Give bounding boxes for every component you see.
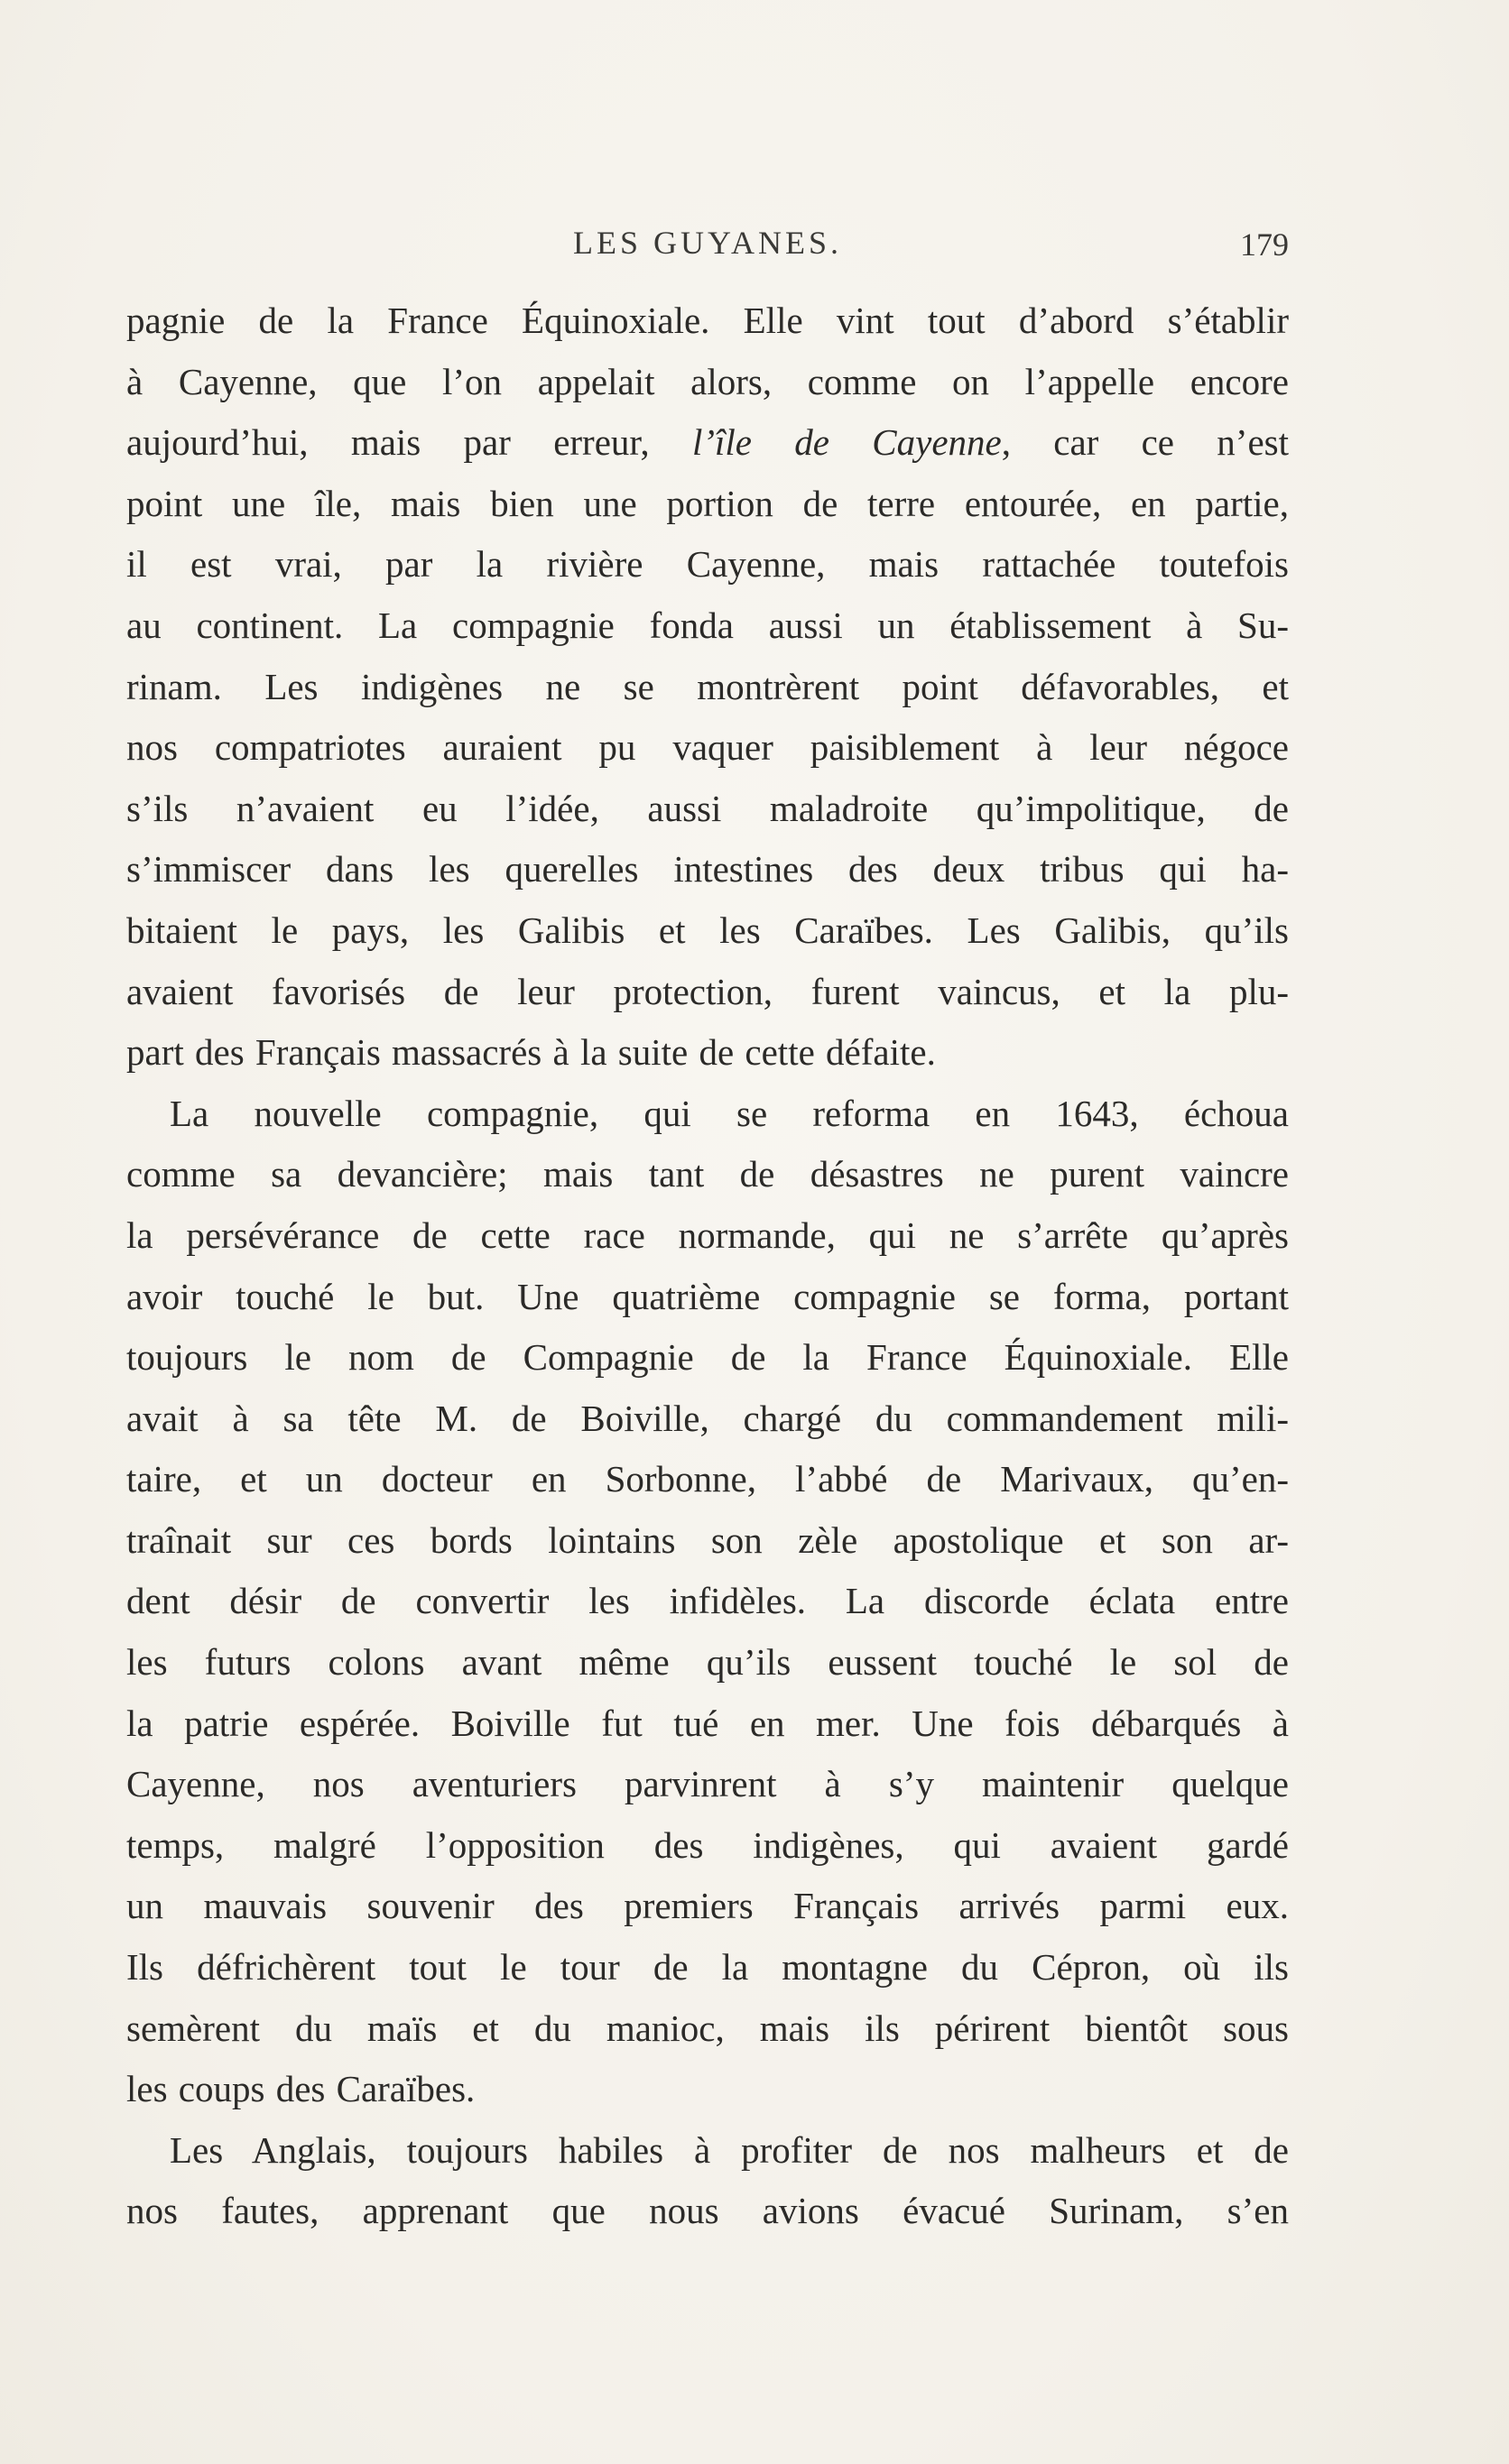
- text-line-28: Ils défrichèrent tout le tour de la montagne du Cépron, où ils: [126, 1946, 1289, 1989]
- text-line-19: avait à sa tête M. de Boiville, chargé du commandement mili-: [126, 1397, 1289, 1439]
- text-line-32: nos fautes, apprenant que nous avions évacué Surinam, s’en: [126, 2190, 1289, 2232]
- text-line-7: rinam. Les indigènes ne se montrèrent point défavorables, et: [126, 665, 1289, 707]
- text-line-18: toujours le nom de Compagnie de la France Équinoxiale. Elle: [126, 1336, 1289, 1379]
- text-line-11: bitaient le pays, les Galibis et les Caraïbes. Les Galibis, qu’ils: [126, 909, 1289, 951]
- text-line-24: la patrie espérée. Boiville fut tué en mer. Une fois débarqués à: [126, 1702, 1289, 1744]
- body-text: [126, 291, 1289, 2242]
- text-line-15: comme sa devancière; mais tant de désastres ne purent vaincre: [126, 1153, 1289, 1195]
- text-line-20: taire, et un docteur en Sorbonne, l’abbé de Marivaux, qu’en-: [126, 1458, 1289, 1500]
- text-line-22: dent désir de convertir les infidèles. La discorde éclata entre: [126, 1580, 1289, 1622]
- text-line-17: avoir touché le but. Une quatrième compagnie se forma, portant: [126, 1275, 1289, 1317]
- text-line-25: Cayenne, nos aventuriers parvinrent à s’y maintenir quelque: [126, 1763, 1289, 1805]
- text-line-1: pagnie de la France Équinoxiale. Elle vint tout d’abord s’établir: [126, 300, 1289, 341]
- text-line-27: un mauvais souvenir des premiers Français arrivés parmi eux.: [126, 1885, 1289, 1927]
- text-line-31: Les Anglais, toujours habiles à profiter de nos malheurs et de: [170, 2128, 1289, 2171]
- text-line-12: avaient favorisés de leur protection, furent vaincus, et la plu-: [126, 970, 1289, 1012]
- text-line-3-start: aujourd’hui, mais par erreur,: [126, 421, 650, 464]
- text-line-5: il est vrai, par la rivière Cayenne, mais rattachée toutefois: [126, 543, 1289, 586]
- running-head: [126, 224, 1289, 269]
- text-line-3-end: , car ce n’est: [1001, 421, 1289, 464]
- text-line-10: s’immiscer dans les querelles intestines des deux tribus qui ha-: [126, 848, 1289, 891]
- text-line-30: les coups des Caraïbes.: [126, 2068, 476, 2110]
- italic-place-name: l’île de Cayenne: [691, 421, 1002, 464]
- text-line-9: s’ils n’avaient eu l’idée, aussi maladroite qu’impolitique, de: [126, 787, 1289, 829]
- text-line-8: nos compatriotes auraient pu vaquer paisiblement à leur négoce: [126, 726, 1289, 769]
- text-line-26: temps, malgré l’opposition des indigènes, qui avaient gardé: [126, 1823, 1289, 1866]
- text-line-29: semèrent du maïs et du manioc, mais ils périrent bientôt sous: [126, 2007, 1289, 2049]
- text-line-16: la persévérance de cette race normande, qui ne s’arrête qu’après: [126, 1214, 1289, 1256]
- text-line-23: les futurs colons avant même qu’ils eussent touché le sol de: [126, 1641, 1289, 1684]
- text-line-14: La nouvelle compagnie, qui se reforma en 1643, échoua: [170, 1092, 1289, 1134]
- text-line-21: traînait sur ces bords lointains son zèle apostolique et son ar-: [126, 1518, 1289, 1561]
- text-line-6: au continent. La compagnie fonda aussi un établissement à Su-: [126, 604, 1289, 646]
- text-line-2: à Cayenne, que l’on appelait alors, comme on l’appelle encore: [126, 360, 1289, 402]
- page-number: 179: [1240, 226, 1289, 263]
- text-line-4: point une île, mais bien une portion de terre entourée, en partie,: [126, 482, 1289, 524]
- running-title: LES GUYANES.: [572, 225, 842, 261]
- text-line-3: [126, 412, 1289, 474]
- text-line-13: part des Français massacrés à la suite de cette défaite.: [126, 1031, 936, 1074]
